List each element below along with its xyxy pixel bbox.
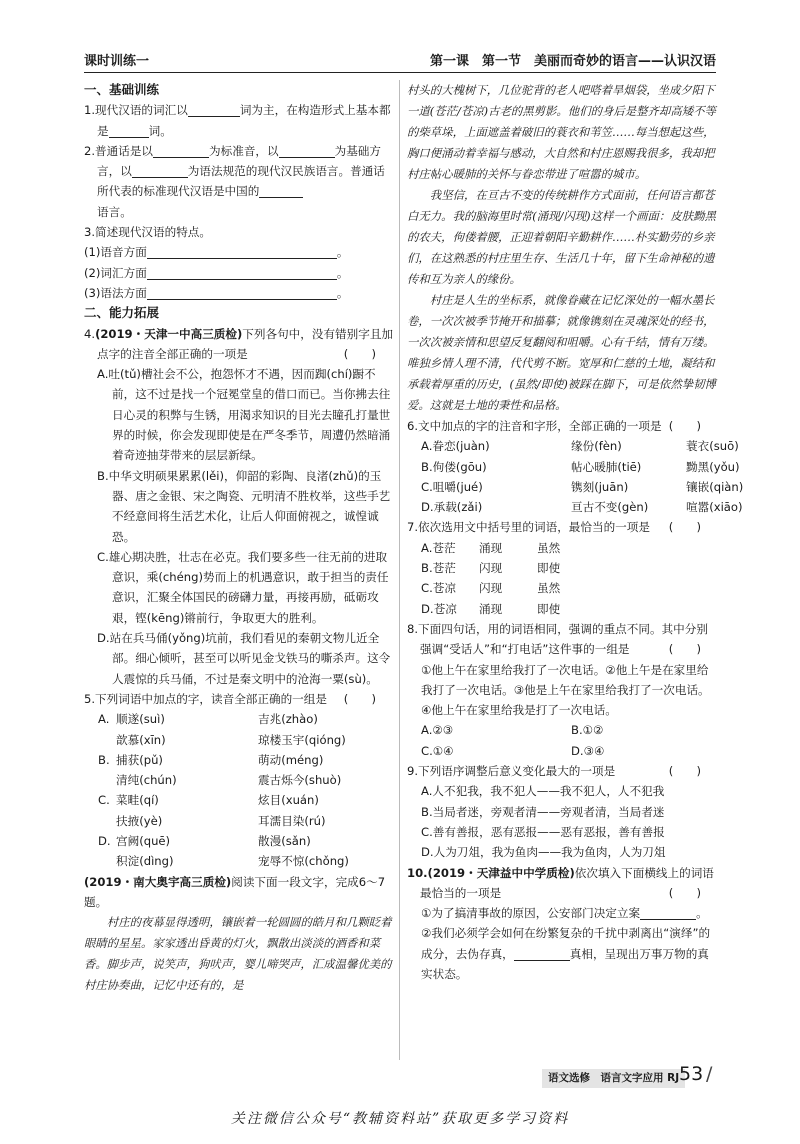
q10-blank-2[interactable] <box>514 946 570 961</box>
q7-cell: 涌现 <box>479 601 503 616</box>
passage-paragraph-1-cont: 村头的大槐树下，几位驼背的老人吧嗒着旱烟袋，坐成夕阳下一道(苍茫/苍凉)古老的黑剪影。他们的身后是整齐却高矮不等的柴草垛，上面遮盖着破旧的蓑衣和苇笠……每当想起这些，胸口便涌动着幸福与感动，大自然和村庄恩赐我很多，我却把村庄帖心暖肺的关怀与眷恋带进了喧嚣的城市。 <box>407 83 716 181</box>
q5-label: A. <box>98 712 110 727</box>
q7-option[interactable] <box>407 578 719 598</box>
q5-word: 震古烁今(shuò) <box>258 773 342 788</box>
q10-s2-text-b: 真相，呈现出万事万物的真实状态。 <box>421 946 709 982</box>
q7-cell: C.苍凉 <box>421 581 456 596</box>
q6-cell: A.眷恋(juàn) <box>421 439 490 454</box>
q3-end-a: 。 <box>336 245 349 260</box>
page-number: 53 <box>679 1063 704 1085</box>
question-4: 4.(2019・天津一中高三质检)下列各句中，没有错别字且加点字的注音全部正确的一项是 ( ) <box>84 324 394 365</box>
q5-label: C. <box>98 793 110 808</box>
q8-stem: 8.下面四句话，用的词语相同，强调的重点不同。其中分别强调“受话人”和“打电话”这件事的一组是 <box>407 621 708 657</box>
q8-option-c[interactable]: C.①④ <box>421 743 454 758</box>
q7-option[interactable] <box>407 558 719 578</box>
question-2 <box>84 141 394 222</box>
q8-options-row-1 <box>407 720 719 740</box>
q10-blank-1[interactable] <box>640 905 696 920</box>
q6-option[interactable] <box>407 436 739 456</box>
q3-stem: 3.简述现代汉语的特点。 <box>84 225 211 240</box>
q1-text-c: 词。 <box>148 123 172 138</box>
q5-word: 宠辱不惊(chǒng) <box>258 854 349 869</box>
q6-cell: 蓑衣(suō) <box>686 439 739 454</box>
q3-label-a: (1)语音方面 <box>84 245 147 260</box>
q10-s2-text-a: ②我们必须学会如何在纷繁复杂的千扰中剥离出“演绎”的成分，去伪存真， <box>421 926 711 961</box>
q1-blank-1[interactable] <box>188 102 240 117</box>
q3-line-b <box>84 263 394 283</box>
q6-cell: 镶嵌(qiàn) <box>686 479 744 494</box>
q7-cell: 虽然 <box>537 540 561 555</box>
column-divider <box>399 80 400 1060</box>
q5-row[interactable] <box>84 851 394 871</box>
q3-label-b: (2)词汇方面 <box>84 265 147 280</box>
q7-answer-paren[interactable]: ( ) <box>668 520 701 535</box>
q4-option-a[interactable]: A.吐(tǔ)槽社会不公，抱怨怀才不遇，因而踟(chí)蹰不前，这不过是找一个冠冕堂皇的借口而已。当你拂去往日心灵的积弊与生锈，用渴求知识的目光去瞳孔打量世界的时候，你会发现即使是在严冬季节，周遭仍然暗涌着奇迹抽芽带来的层层新绿。 <box>97 367 391 463</box>
q3-line-a <box>84 242 394 262</box>
q3-end-b: 。 <box>336 265 349 280</box>
q1-text-b: 词为主，在构造形式上基本都是 <box>97 103 391 138</box>
q7-cell: D.苍凉 <box>421 601 457 616</box>
q6-cell: 亘古不变(gèn) <box>571 500 649 515</box>
q6-option[interactable] <box>407 477 744 497</box>
q7-option[interactable] <box>407 538 719 558</box>
question-1 <box>84 100 394 141</box>
question-10 <box>407 863 719 904</box>
q5-row[interactable] <box>84 750 394 770</box>
q2-text-d: 为语法规范的现代汉民族语言。普通话所代表的标准现代汉语是中国的 <box>97 164 385 199</box>
q10-sentence-1 <box>407 903 719 923</box>
q3-blank-b[interactable] <box>147 265 337 280</box>
q1-text-a: 1.现代汉语的词汇以 <box>84 103 188 118</box>
page-header <box>84 42 716 73</box>
q6-cell: C.咀嚼(jué) <box>421 479 483 494</box>
q5-row[interactable] <box>84 770 394 790</box>
q2-blank-3[interactable] <box>132 163 188 178</box>
q4-option-c[interactable]: C.雄心期决胜，壮志在必克。我们要多些一往无前的进取意识，乘(chéng)势而上的机遇意识，敢于担当的责任意识，汇聚全体国民的磅礴力量，再接再励，砥砺攻艰，铿(kēng)锵前行，争取更大的胜利。 <box>97 549 389 625</box>
q5-row[interactable] <box>84 790 394 810</box>
q2-text-a: 2.普通话是以 <box>84 143 154 158</box>
q5-word: 捕获(pǔ) <box>116 752 163 767</box>
q5-word: 歆慕(xīn) <box>116 732 166 747</box>
q7-cell: A.苍茫 <box>421 540 456 555</box>
q9-stem: 9.下列语序调整后意义变化最大的一项是 <box>407 764 616 779</box>
q6-cell: 镌刻(juān) <box>571 479 629 494</box>
q5-label <box>98 851 116 871</box>
section-basic-training: 一、基础训练 <box>84 82 160 97</box>
q5-word: 扶掖(yè) <box>116 813 163 828</box>
page-number-slash: / <box>706 1063 713 1085</box>
footer-series-badge: 语文选修 语言文字应用 RJ <box>542 1069 685 1088</box>
q3-label-c: (3)语法方面 <box>84 285 147 300</box>
question-8 <box>407 619 719 660</box>
q2-text-e: 语言。 <box>97 204 132 219</box>
q5-word: 吉兆(zhào) <box>258 712 318 727</box>
q5-word: 宫阙(quē) <box>116 833 171 848</box>
q5-row[interactable] <box>84 730 394 750</box>
q10-answer-paren[interactable]: ( ) <box>668 885 701 900</box>
q8-option-d[interactable]: D.③④ <box>571 743 605 758</box>
q7-cell: 虽然 <box>537 581 561 596</box>
q1-blank-2[interactable] <box>109 123 149 138</box>
right-column <box>407 80 744 984</box>
q5-word: 菜畦(qí) <box>116 793 159 808</box>
q6-cell: 黝黑(yǒu) <box>686 459 740 474</box>
q5-word: 散漫(sǎn) <box>258 833 311 848</box>
q5-label: D. <box>98 833 111 848</box>
q8-sentences: ①他上午在家里给我打了一次电话。②他上午是在家里给我打了一次电话。③他是上午在家里给我打了一次电话。④他上午在家里给我是打了一次电话。 <box>421 662 710 718</box>
q8-option-b[interactable]: B.①② <box>571 723 604 738</box>
q10-s1-text: ①为了搞清事故的原因，公安部门决定立案 <box>421 906 641 921</box>
q2-blank-2[interactable] <box>279 143 335 158</box>
q4-option-d[interactable]: D.站在兵马俑(yǒng)坑前，我们看见的秦朝文物儿近全部。细心倾听，甚至可以听见金戈铁马的嘶杀声。这令人震惊的兵马俑，不过是秦文明中的沧海一粟(sù)。 <box>97 631 391 686</box>
q6-stem: 6.文中加点的字的注音和字形，全部正确的一项是 <box>407 419 662 433</box>
q5-word: 炫目(xuán) <box>258 793 319 808</box>
q3-line-c <box>84 283 394 303</box>
q6-cell: B.佝偻(gōu) <box>421 459 487 474</box>
header-right-title: 第一课 第一节 美丽而奇妙的语言——认识汉语 <box>429 54 716 69</box>
q5-label <box>98 770 116 790</box>
q8-answer-paren[interactable]: ( ) <box>668 642 701 657</box>
q2-text-b: 为标准音，以 <box>209 143 279 158</box>
reading-intro <box>84 872 394 913</box>
q2-text-c: 为基础方言，以 <box>97 143 381 179</box>
q2-blank-4[interactable] <box>259 183 303 198</box>
q6-cell: 喧嚣(xiāo) <box>686 500 743 515</box>
q10-s1-end: 。 <box>696 906 708 921</box>
question-3 <box>84 222 394 303</box>
question-9 <box>407 761 719 781</box>
q10-stem: 依次填入下面横线上的词语最恰当的一项是 <box>420 865 714 900</box>
q6-cell: 帖心暖肺(tiē) <box>571 459 642 474</box>
q5-answer-paren[interactable]: ( ) <box>343 691 376 706</box>
q4-source: (2019・天津一中高三质检) <box>95 326 243 341</box>
reading-instruction: 阅读下面一段文字，完成6～7题。 <box>84 874 386 909</box>
q5-label: B. <box>98 752 110 767</box>
q10-sentence-2 <box>407 923 719 984</box>
q9-option[interactable]: A.人不犯我，我不犯人——我不犯人，人不犯我 <box>421 784 665 799</box>
q7-cell: 即使 <box>537 561 561 576</box>
question-5 <box>84 689 394 709</box>
q5-row[interactable] <box>84 811 394 831</box>
q5-word: 清纯(chún) <box>116 773 177 788</box>
passage-paragraph-1: 村庄的夜幕显得透明，镶嵌着一轮圆圆的皓月和几颗眨着眼睛的星星。家家透出昏黄的灯火，飘散出淡淡的酒香和菜香。脚步声，说笑声，狗吠声，婴儿啼哭声，汇成温馨优美的村庄协奏曲，记忆中还有的，是 <box>84 915 392 993</box>
q2-blank-1[interactable] <box>153 143 209 158</box>
q7-cell: 即使 <box>537 601 561 616</box>
q6-cell: D.承载(zǎi) <box>421 500 483 515</box>
passage-paragraph-2: 我坚信，在亘古不变的传统耕作方式面前，任何语言都苍白无力。我的脑海里时常(涌现/闪现)这样一个画面：皮肤黝黑的农夫，佝偻着腰，正迎着朝阳辛勤耕作……朴实勤劳的乡亲们，在这熟悉的村庄里生存、生活几十年，留下生命神秘的遗传和互为亲人的缘份。 <box>407 188 716 286</box>
q5-word: 积淀(dìng) <box>116 854 174 869</box>
q9-option[interactable]: B.当局者迷，旁观者清——旁观者清，当局者迷 <box>421 804 665 819</box>
q9-option[interactable]: D.人为刀俎，我为鱼肉——我为鱼肉，人为刀俎 <box>421 845 666 860</box>
q5-word: 顺遂(suì) <box>116 712 165 727</box>
question-6 <box>407 416 719 436</box>
watermark-text: 关注微信公众号“教辅资料站”获取更多学习资料 <box>230 1111 570 1127</box>
q9-answer-paren[interactable]: ( ) <box>668 764 701 779</box>
q5-word: 琼楼玉宇(qióng) <box>258 732 346 747</box>
q6-option[interactable] <box>407 457 740 477</box>
q5-row[interactable] <box>84 831 394 851</box>
q5-word: 萌动(méng) <box>258 752 324 767</box>
q8-option-a[interactable]: A.②③ <box>421 723 454 738</box>
question-7 <box>407 517 719 537</box>
q5-stem: 5.下列词语中加点的字，读音全部正确的一组是 <box>84 691 327 706</box>
q4-option-b[interactable]: B.中华文明硕果累累(lěi)，仰韶的彩陶、良渚(zhǔ)的玉器、唐之金银、宋之陶瓷、元明清不胜枚举，这些手艺不经意间将生活艺术化，让后人仰面俯视之，诚惶诚恐。 <box>97 468 391 544</box>
q7-cell: 涌现 <box>479 540 503 555</box>
q4-answer-paren[interactable]: ( ) <box>343 346 376 361</box>
q3-blank-c[interactable] <box>147 285 337 300</box>
q8-options-row-2 <box>407 741 719 761</box>
q5-label <box>98 730 116 750</box>
q7-stem: 7.依次选用文中括号里的词语，最恰当的一项是 <box>407 520 650 535</box>
q4-stem: 下列各句中，没有错别字且加点字的注音全部正确的一项是 <box>97 326 394 361</box>
q10-source: 10.(2019・天津益中中学质检) <box>407 865 575 880</box>
passage-paragraph-3: 村庄是人生的坐标系，就像眷藏在记忆深处的一幅水墨长卷，一次次被季节掩开和描摹；就像镌刻在灵魂深处的经书，一次次被亲情和思望反复翻阅和咀嚼。心有千结，情有万缕。唯独乡情人理不清，代代剪不断。宽厚和仁慈的土地，凝结和承载着厚重的历史，(虽然/即使)被踩在脚下，可是依然挚韧博爱。这就是土地的秉性和品格。 <box>407 293 716 412</box>
left-column <box>84 80 394 996</box>
q7-cell: 闪现 <box>479 561 503 576</box>
q7-cell: 闪现 <box>479 581 503 596</box>
q6-option[interactable] <box>407 497 743 517</box>
q3-end-c: 。 <box>336 285 349 300</box>
q5-word: 耳濡目染(rú) <box>258 813 326 828</box>
q7-cell: B.苍茫 <box>421 561 456 576</box>
q5-row[interactable] <box>84 709 394 729</box>
q5-label <box>98 811 116 831</box>
q9-option[interactable]: C.善有善报，恶有恶报——恶有恶报，善有善报 <box>421 824 665 839</box>
q6-cell: 缘份(fèn) <box>571 439 622 454</box>
section-ability-extension: 二、能力拓展 <box>84 305 160 321</box>
q6-answer-paren[interactable]: ( ) <box>668 419 701 433</box>
header-left-title: 课时训练一 <box>84 54 150 69</box>
reading-source: (2019・南大奥宇高三质检) <box>84 874 232 889</box>
q3-blank-a[interactable] <box>147 244 337 259</box>
q7-option[interactable] <box>407 599 719 619</box>
